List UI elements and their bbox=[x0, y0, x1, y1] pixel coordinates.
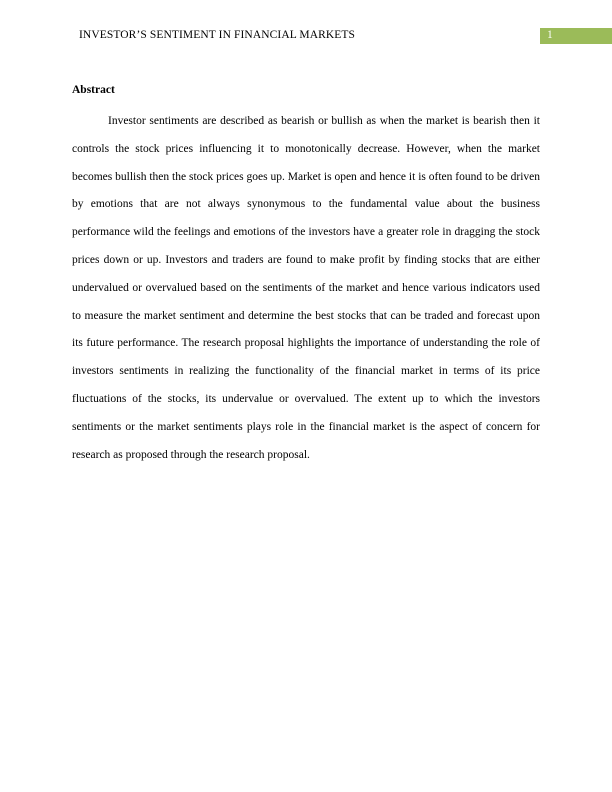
running-head: INVESTOR’S SENTIMENT IN FINANCIAL MARKETS bbox=[79, 29, 356, 41]
page-number-badge bbox=[540, 28, 612, 44]
abstract-paragraph: Investor sentiments are described as bearish or bullish as when the market is bearish then it controls the stock prices influencing it to monotonically decrease. However, when the market becomes bullish then the stock prices goes up. Market is open and hence it is often found to be driven by emotions that are not always synonymous to the fundamental value about the business performance wild the feelings and emotions of the investors have a greater role in dragging the stock prices down or up. Investors and traders are found to make profit by finding stocks that are either undervalued or overvalued based on the sentiments of the market and hence various indicators used to measure the market sentiment and determine the best stocks that can be traded and forecast upon its future performance. The research proposal highlights the importance of understanding the role of investors sentiments in realizing the functionality of the financial market in terms of its price fluctuations of the stocks, its undervalue or overvalued. The extent up to which the investors sentiments or the market sentiments plays role in the financial market is the aspect of concern for research as proposed through the research proposal. bbox=[72, 115, 540, 461]
page-number: 1 bbox=[547, 29, 553, 41]
abstract-heading: Abstract bbox=[72, 84, 115, 96]
